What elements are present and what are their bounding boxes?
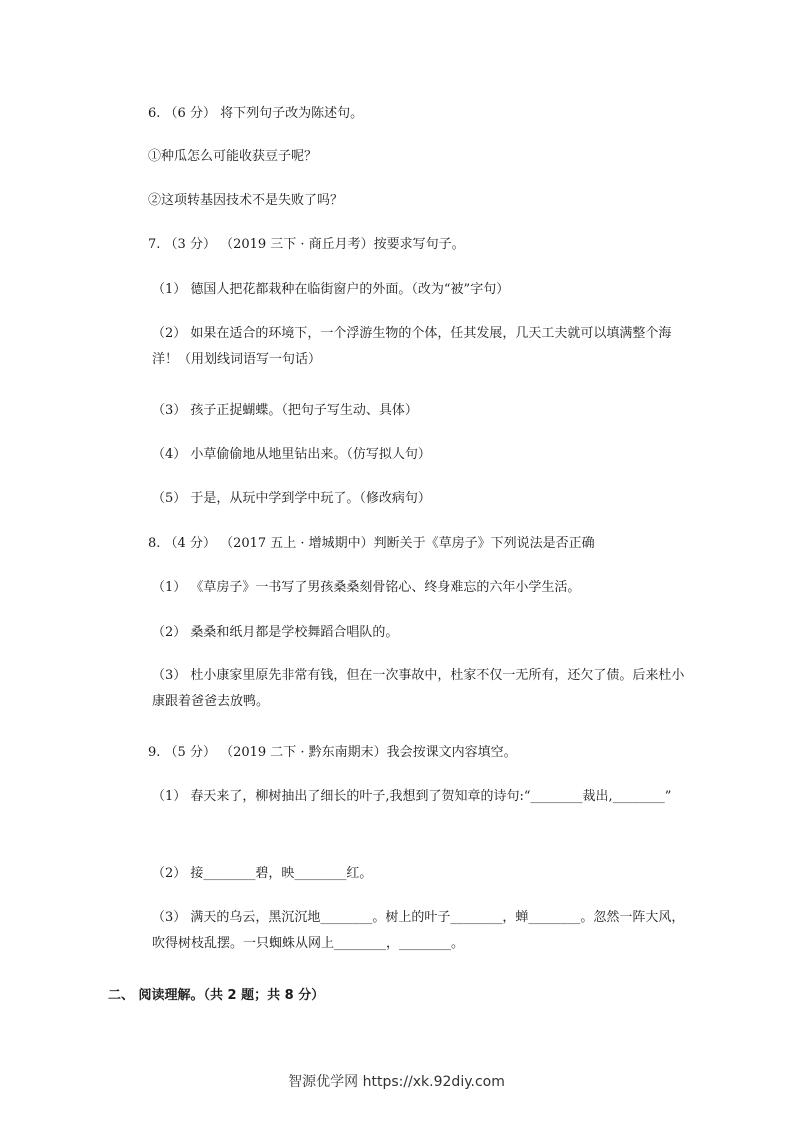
question-7-item-5: （5） 于是，从玩中学到学中玩了。（修改病句）	[152, 491, 431, 506]
question-8-item-2: （2） 桑桑和纸月都是学校舞蹈合唱队的。	[152, 625, 399, 640]
question-7-item-4: （4） 小草偷偷地从地里钻出来。（仿写拟人句）	[152, 447, 431, 462]
question-7-item-1: （1） 德国人把花都栽种在临街窗户的外面。（改为“被”字句）	[152, 282, 510, 297]
question-6-item-1: ①种瓜怎么可能收获豆子呢？	[148, 149, 318, 164]
question-6-item-2: ②这项转基因技术不是失败了吗？	[148, 193, 344, 208]
question-8-header: 8. （4 分） （2017 五上 · 增城期中）判断关于《草房子》下列说法是否正确	[148, 536, 595, 551]
question-8-item-3: （3） 杜小康家里原先非常有钱，但在一次事故中，杜家不仅一无所有，还欠了债。后来杜小康跟着爸爸去放鸭。	[152, 668, 685, 709]
question-9-item-2: （2） 接________碧，映________红。	[152, 866, 373, 881]
question-9-header: 9. （5 分） （2019 二下 · 黔东南期末）我会按课文内容填空。	[148, 745, 517, 760]
question-7-item-3: （3） 孩子正捉蝴蝶。（把句子写生动、具体）	[152, 403, 418, 418]
question-6-header: 6. （6 分） 将下列句子改为陈述句。	[148, 106, 364, 121]
section-2-title: 二、 阅读理解。（共 2 题；共 8 分）	[108, 988, 325, 1003]
page-footer: 智源优学网 https://xk.92diy.com	[288, 1074, 505, 1090]
question-7-header: 7. （3 分） （2019 三下 · 商丘月考）按要求写句子。	[148, 237, 465, 252]
question-7-item-2: （2） 如果在适合的环境下，一个浮游生物的个体，任其发展，几天工夫就可以填满整个海洋！（用划线词语写一句话）	[152, 326, 672, 367]
question-8-item-1: （1） 《草房子》一书写了男孩桑桑刻骨铭心、终身难忘的六年小学生活。	[152, 580, 581, 595]
question-9-item-3: （3） 满天的乌云，黑沉沉地________。树上的叶子________，蝉________。忽然一阵大风，吹得树枝乱摆。一只蜘蛛从网上________，________。	[152, 910, 685, 951]
question-9-item-1: （1） 春天来了，柳树抽出了细长的叶子,我想到了贺知章的诗句:“________裁出,________”	[152, 789, 672, 804]
